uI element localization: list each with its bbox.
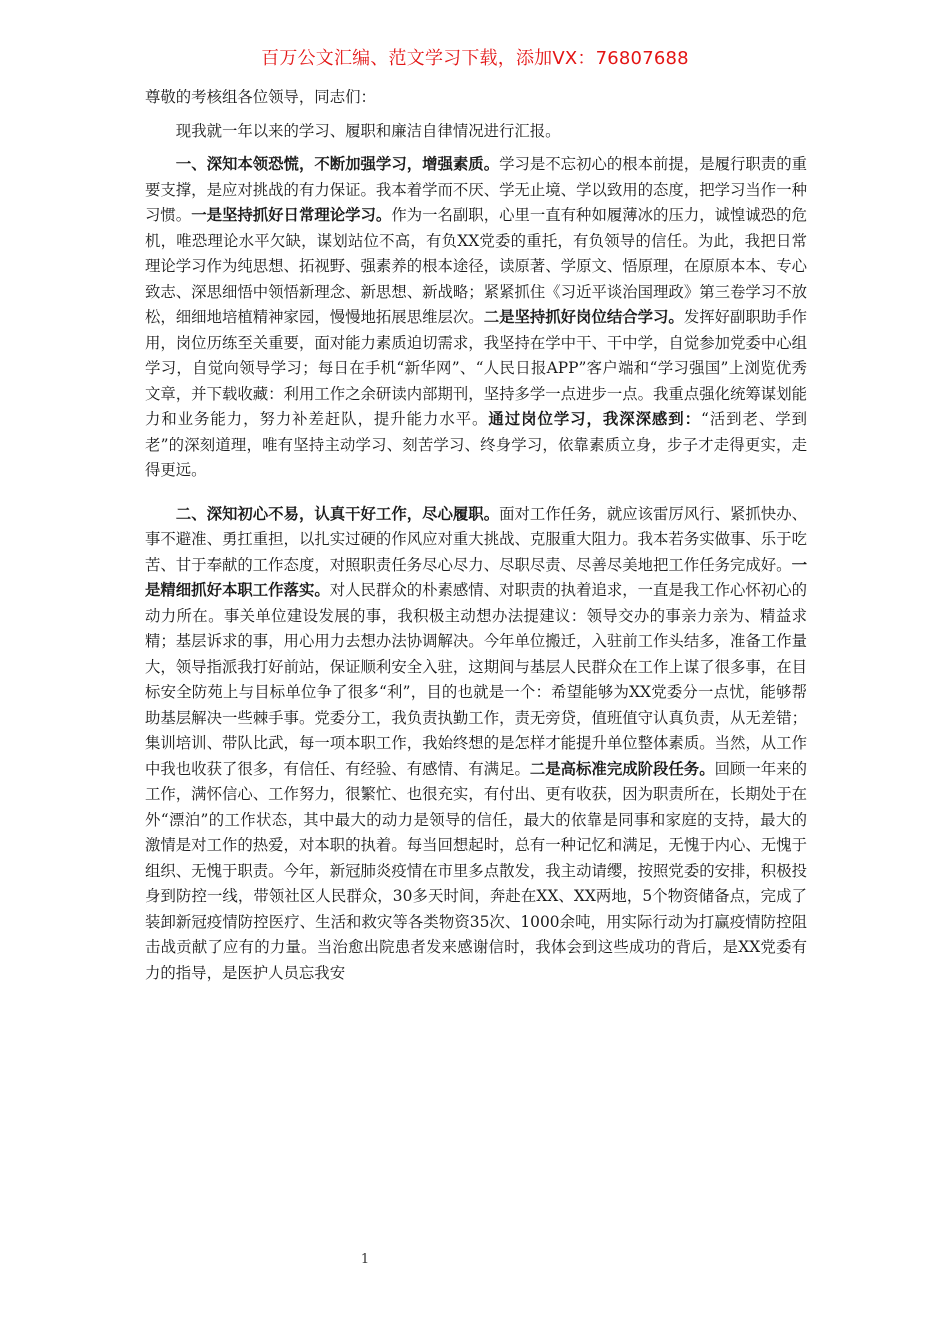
page-number: 1 — [360, 1252, 370, 1267]
section-1-point-1: 一是坚持抓好日常理论学习。 — [191, 206, 392, 224]
intro-paragraph: 现我就一年以来的学习、履职和廉洁自律情况进行汇报。 — [175, 121, 561, 140]
section-2-paragraph — [145, 502, 807, 987]
section-1-point-3: 通过岗位学习，我深深感到： — [488, 410, 701, 428]
section-2-point-2: 二是高标准完成阶段任务。 — [529, 759, 715, 778]
document-body — [145, 85, 807, 986]
section-1-heading: 一、深知本领恐慌，不断加强学习，增强素质。 — [175, 155, 500, 173]
section-2-point-1: 一是精细抓好本职工作落实。 — [145, 555, 807, 599]
section-1-text: 学习是不忘初心的根本前提，是履行职责的重要支撑，是应对挑战的有力保证。我本着学而不厌、学无止境、学以致用的态度，把学习当作一种习惯。 — [145, 155, 807, 224]
section-1-point-2: 二是坚持抓好岗位结合学习。 — [483, 308, 684, 326]
section-2-heading: 二、深知初心不易，认真干好工作，尽心履职。 — [175, 504, 500, 523]
section-2-text: 面对工作任务，就应该雷厉风行、紧抓快办、事不避准、勇扛重担，以扎实过硬的作风应对重大挑战、克服重大阻力。我本若务实做事、乐于吃苦、甘于奉献的工作态度，对照职责任务尽心尽力、尽职尽责、尽善尽美地把工作任务完成好。 — [145, 504, 807, 574]
section-1-point-1-text: 作为一名副职，心里一直有种如履薄冰的压力，诚惶诚恐的危机，唯恐理论水平欠缺，谋划站位不高，有负XX党委的重托，有负领导的信任。为此，我把日常理论学习作为纯思想、拓视野、强素养的根本途径，读原著、学原文、悟原理，在原原本本、专心致志、深思细悟中领悟新理念、新思想、新战略；紧紧抓住《习近平谈治国理政》第三卷学习不放松，细细地培植精神家园，慢慢地拓展思维层次。 — [145, 206, 807, 326]
section-2-point-1-text: 对人民群众的朴素感情、对职责的执着追求，一直是我工作心怀初心的动力所在。事关单位建设发展的事，我积极主动想办法提建议：领导交办的事亲力亲为、精益求精；基层诉求的事，用心用力去想办法协调解决。今年单位搬迁，入驻前工作头结多，准备工作量大，领导指派我打好前站，保证顺利安全入驻，这期间与基层人民群众在工作上谋了很多事，在目标安全防苑上与目标单位争了很多“利”，目的也就是一个：希望能够为XX党委分一点忧，能够帮助基层解决一些棘手事。党委分工，我负责执勤工作，责无旁贷，值班值守认真负责，从无差错；集训培训、带队比武，每一项本职工作，我始终想的是怎样才能提升单位整体素质。当然，从工作中我也收获了很多，有信任、有经验、有感情、有满足。 — [145, 581, 807, 778]
promo-banner: 百万公文汇编、范文学习下载，添加VX：76807688 — [261, 48, 689, 69]
salutation: 尊敬的考核组各位领导，同志们： — [145, 88, 376, 106]
section-2-point-2-text: 回顾一年来的工作，满怀信心、工作努力，很繁忙、也很充实，有付出、更有收获，因为职责所在，长期处于在外“漂泊”的工作状态，其中最大的动力是领导的信任，最大的依靠是同事和家庭的支持，最大的激情是对工作的热爱，对本职的执着。每当回想起时，总有一种记忆和满足，无愧于内心、无愧于组织、无愧于职责。今年，新冠肺炎疫情在市里多点散发，我主动请缨，按照党委的安排，积极投身到防控一线，带领社区人民群众，30多天时间，奔赴在XX、XX两地，5个物资储备点，完成了装卸新冠疫情防控医疗、生活和救灾等各类物资35次、1000余吨，用实际行动为打赢疫情防控阻击战贡献了应有的力量。当治愈出院患者发来感谢信时，我体会到这些成功的背后，是XX党委有力的指导，是医护人员忘我安 — [145, 759, 807, 982]
section-1-point-3-text: “活到老、学到老”的深刻道理，唯有坚持主动学习、刻苦学习、终身学习，依靠素质立身，步子才走得更实，走得更远。 — [145, 410, 807, 479]
section-1-paragraph — [145, 152, 807, 484]
section-1-point-2-text: 发挥好副职助手作用，岗位历练至关重要，面对能力素质迫切需求，我坚持在学中干、干中学，自觉参加党委中心组学习，自觉向领导学习；每日在手机“新华网”、“人民日报APP”客户端和“学习强国”上浏览优秀文章，并下载收藏：利用工作之余研读内部期刊，坚持多学一点进步一点。我重点强化统筹谋划能力和业务能力，努力补差赶队，提升能力水平。 — [145, 308, 807, 428]
